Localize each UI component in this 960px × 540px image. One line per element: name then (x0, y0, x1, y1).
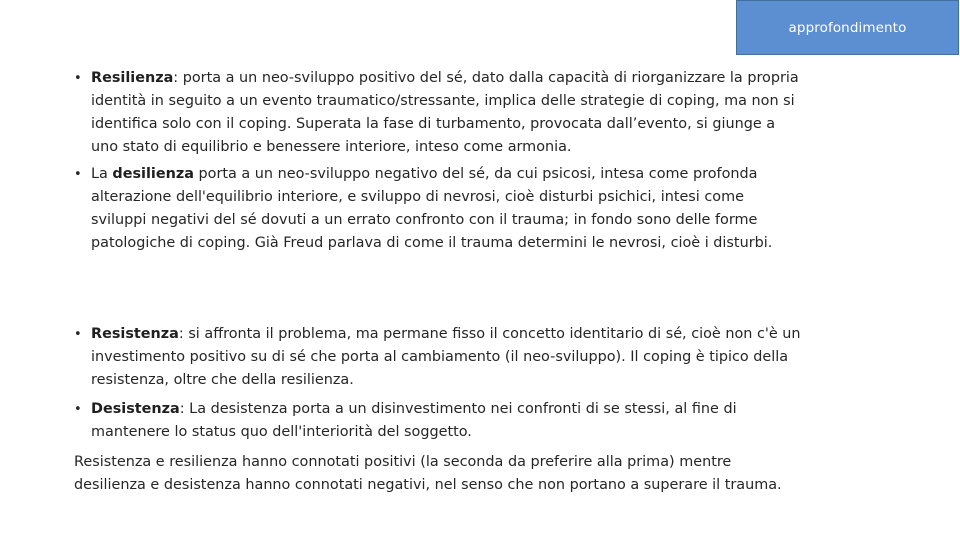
text-line: Desistenza: La desistenza porta a un disinvestimento nei confronti di se stessi, al fine di (91, 401, 737, 417)
bullet-desistenza (74, 398, 924, 444)
text-line: investimento positivo su di sé che porta al cambiamento (il neo-sviluppo). Il coping è tipico della (91, 349, 789, 365)
bullet-dot-icon: • (74, 167, 82, 182)
text-line: desilienza e desistenza hanno connotati negativi, nel senso che non portano a superare il trauma. (74, 477, 782, 493)
text-line: mantenere lo status quo dell'interiorità del soggetto. (91, 424, 472, 440)
text-line: Resistenza: si affronta il problema, ma permane fisso il concetto identitario di sé, cioè non c'è un (91, 326, 801, 342)
tag-label: approfondimento (788, 19, 907, 36)
text-line: alterazione dell'equilibrio interiore, e sviluppo di nevrosi, cioè disturbi psichici, intesi come (91, 189, 744, 205)
text-line: patologiche di coping. Già Freud parlava di come il trauma determini le nevrosi, cioè i disturbi. (91, 235, 773, 251)
bullet-resilienza (74, 67, 924, 159)
bullet-dot-icon: • (74, 402, 82, 417)
text-line: Resistenza e resilienza hanno connotati positivi (la seconda da preferire alla prima) mentre (74, 454, 732, 470)
text-line: identifica solo con il coping. Superata la fase di turbamento, provocata dall’evento, si giunge a (91, 116, 776, 132)
bullet-desilienza (74, 163, 924, 255)
conclusion-paragraph (74, 451, 934, 497)
bullet-dot-icon: • (74, 71, 82, 86)
text-line: Resilienza: porta a un neo-sviluppo positivo del sé, dato dalla capacità di riorganizzare la propria (91, 70, 799, 86)
text-line: La desilienza porta a un neo-sviluppo negativo del sé, da cui psicosi, intesa come profonda (91, 166, 758, 182)
text-line: identità in seguito a un evento traumatico/stressante, implica delle strategie di coping, ma non si (91, 93, 795, 109)
approfondimento-tag (736, 0, 959, 55)
text-line: uno stato di equilibrio e benessere interiore, inteso come armonia. (91, 139, 572, 155)
bullet-resistenza (74, 323, 924, 392)
term-desistenza: Desistenza (91, 401, 180, 417)
term-resilienza: Resilienza (91, 70, 174, 86)
text-line: sviluppi negativi del sé dovuti a un errato confronto con il trauma; in fondo sono delle forme (91, 212, 758, 228)
term-resistenza: Resistenza (91, 326, 179, 342)
bullet-dot-icon: • (74, 327, 82, 342)
term-desilienza: desilienza (112, 166, 194, 182)
text-line: resistenza, oltre che della resilienza. (91, 372, 354, 388)
